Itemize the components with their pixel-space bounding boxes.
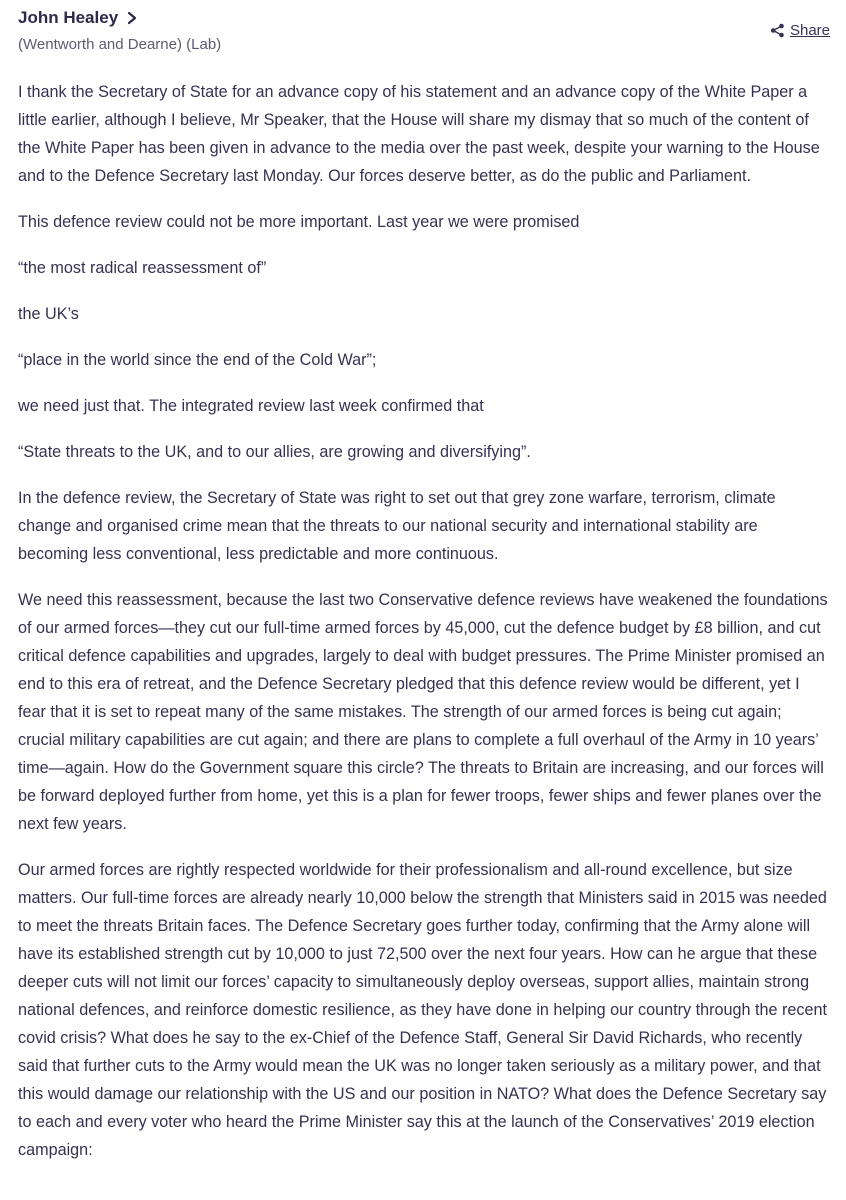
- speech-paragraph: We need this reassessment, because the last two Conservative defence reviews have weakened the foundations of our armed forces—they cut our full-time armed forces by 45,000, cut the defence budget by £8 billion, and cut critical defence capabilities and upgrades, largely to deal with budget pressures. The Prime Minister promised an end to this era of retreat, and the Defence Secretary pledged that this defence review would be different, yet I fear that it is set to repeat many of the same mistakes. The strength of our armed forces is being cut again; crucial military capabilities are cut again; and there are plans to complete a full overhaul of the Army in 10 years’ time—again. How do the Government square this circle? The threats to Britain are increasing, and our forces will be forward deployed further from home, yet this is a plan for fewer troops, fewer ships and fewer planes over the next few years.: [18, 591, 828, 833]
- speech-paragraph: the UK’s: [18, 305, 79, 323]
- share-button[interactable]: [770, 22, 830, 39]
- speech-quote: “State threats to the UK, and to our allies, are growing and diversifying”.: [18, 443, 531, 461]
- speech-paragraph: Our armed forces are rightly respected worldwide for their professionalism and all-round excellence, but size matters. Our full-time forces are already nearly 10,000 below the strength that Ministers said in 2015 was needed to meet the threats Britain faces. The Defence Secretary goes further today, confirming that the Army alone will have its established strength cut by 10,000 to just 72,500 over the next four years. How can he argue that these deeper cuts will not limit our forces’ capacity to simultaneously deploy overseas, support allies, maintain strong national defences, and reinforce domestic resilience, as they have done in helping our country through the recent covid crisis? What does he say to the ex-Chief of the Defence Staff, General Sir David Richards, who recently said that further cuts to the Army would mean the UK was no longer taken seriously as a military power, and that this would damage our relationship with the US and our position in NATO? What does the Defence Secretary say to each and every voter who heard the Prime Minister say this at the launch of the Conservatives’ 2019 election campaign:: [18, 861, 827, 1159]
- speaker-name: John Healey: [18, 8, 119, 27]
- share-icon: [770, 23, 785, 38]
- chevron-right-icon: [126, 11, 138, 25]
- speech-body: [18, 78, 830, 1182]
- speech-paragraph: In the defence review, the Secretary of State was right to set out that grey zone warfare, terrorism, climate change and organised crime mean that the threats to our national security and international stability are becoming less conventional, less predictable and more continuous.: [18, 489, 776, 563]
- share-label: Share: [789, 22, 830, 39]
- speech-paragraph: I thank the Secretary of State for an advance copy of his statement and an advance copy of the White Paper a little earlier, although I believe, Mr Speaker, that the House will share my dismay that so much of the content of the White Paper has been given in advance to the media over the past week, despite your warning to the House and to the Defence Secretary last Monday. Our forces deserve better, as do the public and Parliament.: [18, 83, 820, 185]
- speech-paragraph: This defence review could not be more important. Last year we were promised: [18, 213, 580, 231]
- speaker-header: [18, 4, 830, 62]
- speaker-name-link[interactable]: [18, 8, 138, 28]
- speech-paragraph: we need just that. The integrated review last week confirmed that: [18, 397, 484, 415]
- speaker-constituency: (Wentworth and Dearne) (Lab): [18, 36, 222, 53]
- speech-quote: “place in the world since the end of the Cold War”;: [18, 351, 377, 369]
- speech-quote: “the most radical reassessment of”: [18, 259, 267, 277]
